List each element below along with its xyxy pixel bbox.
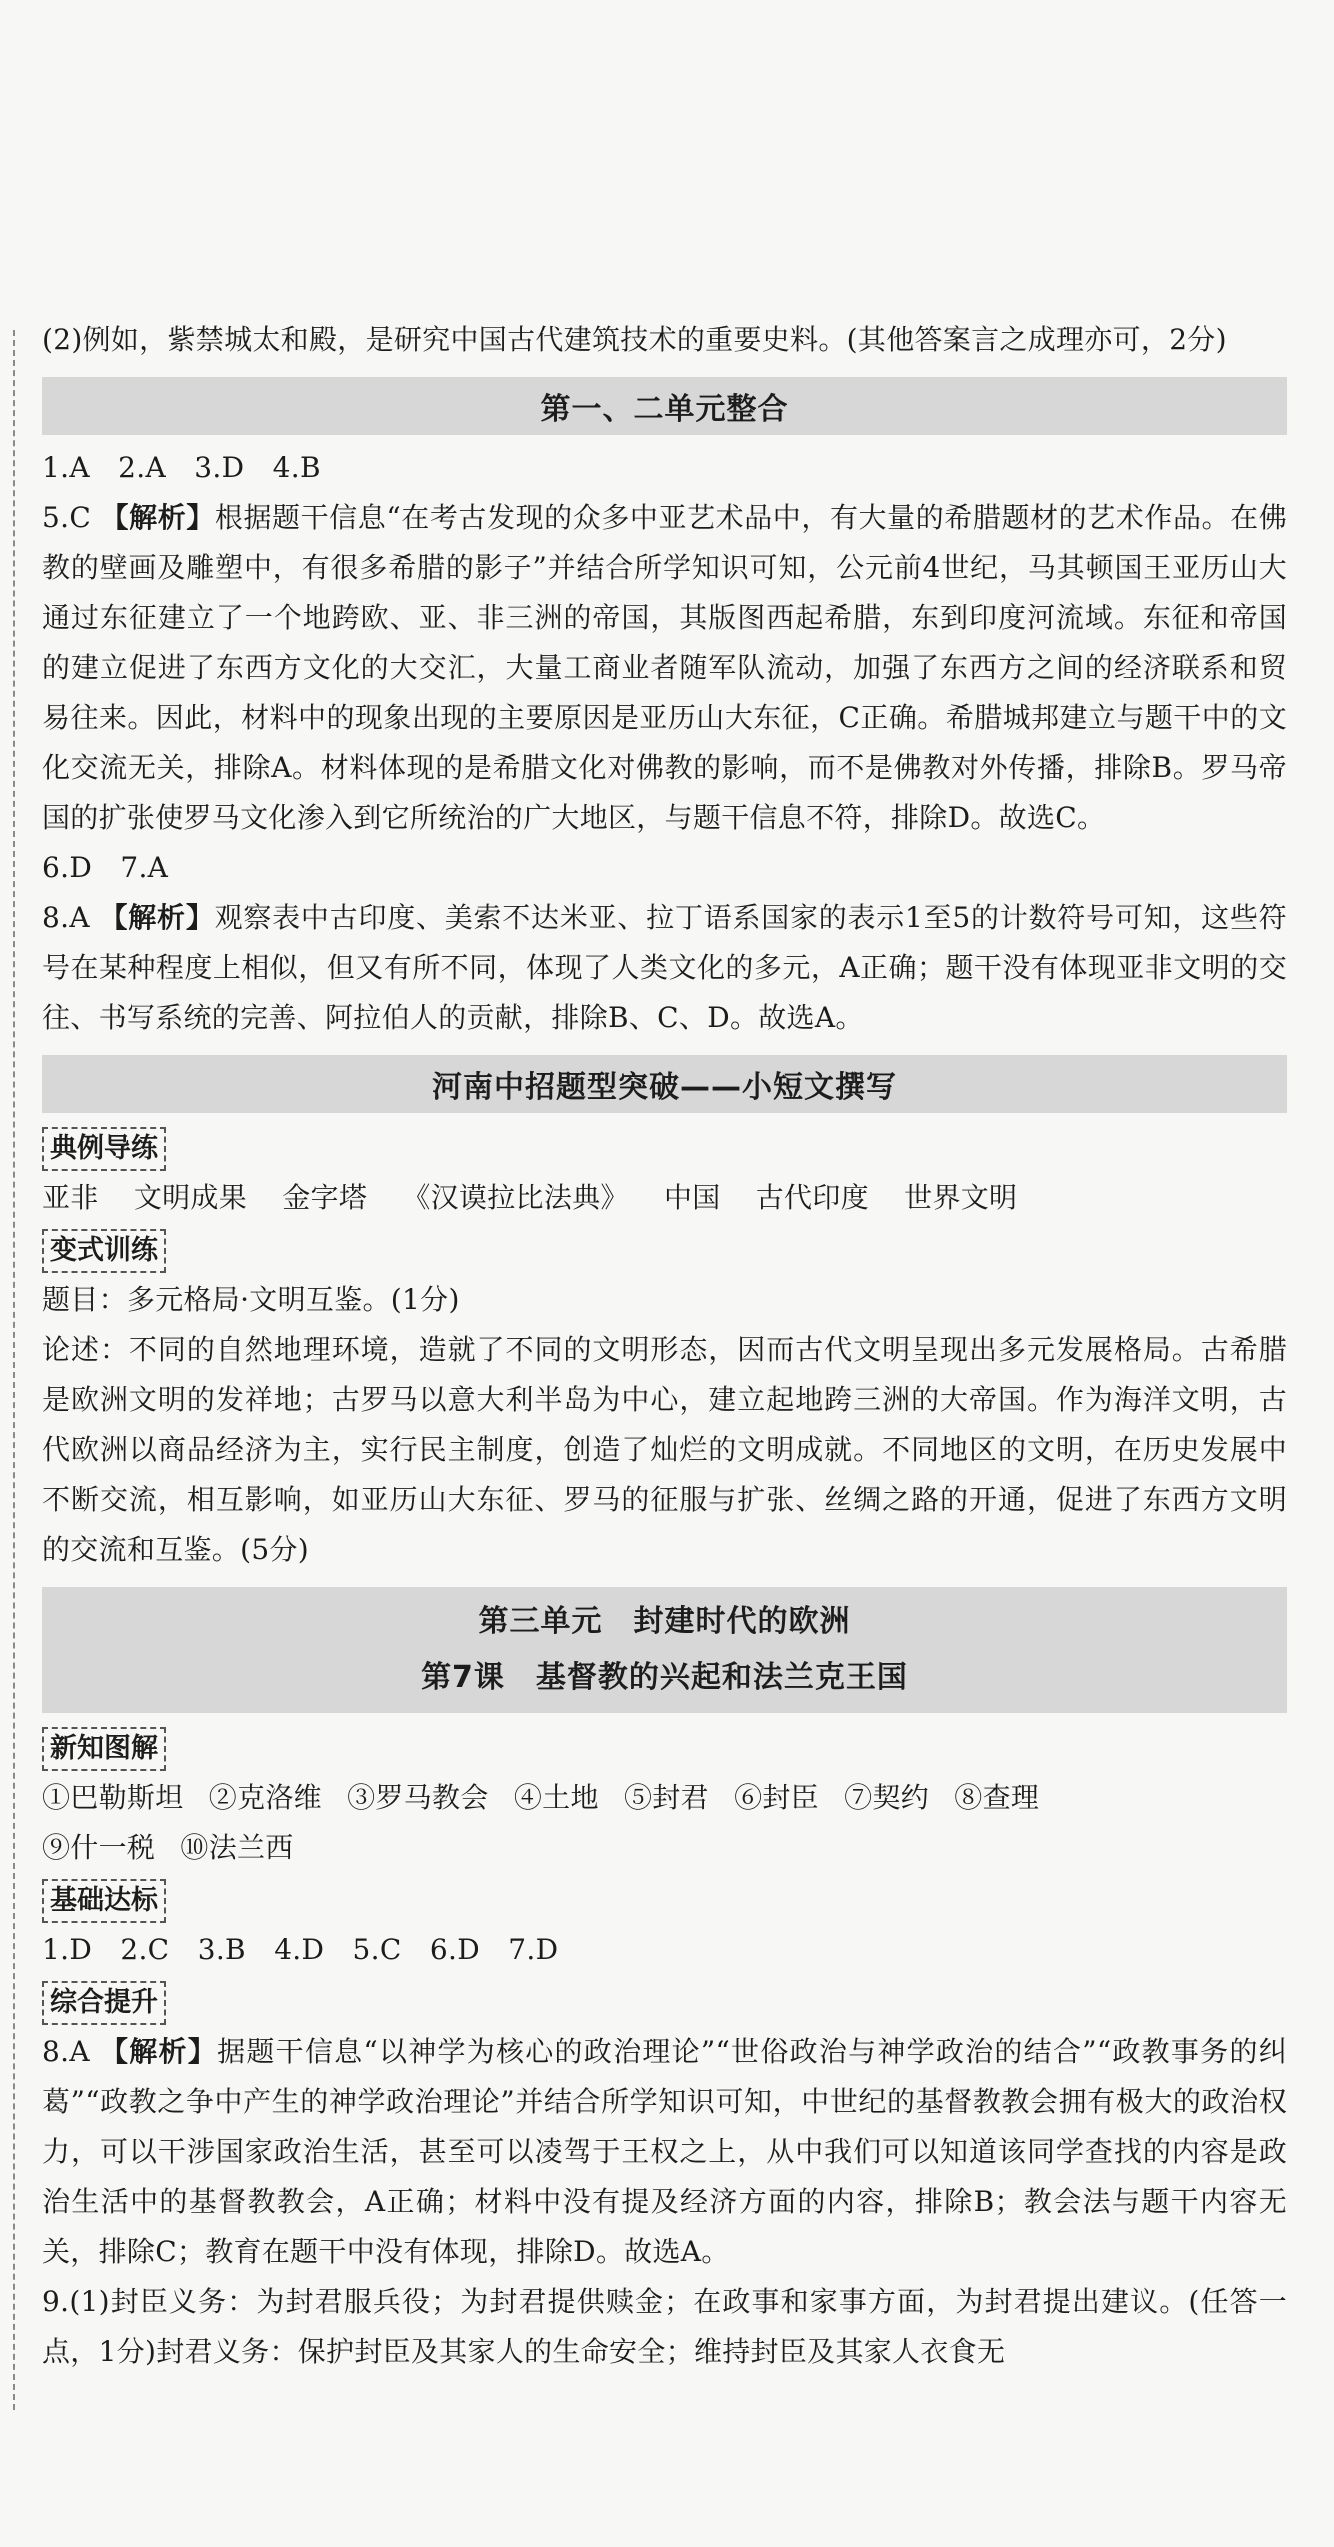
section-header-essay: 河南中招题型突破——小短文撰写 (42, 1055, 1287, 1113)
essay-body: 论述：不同的自然地理环境，造就了不同的文明形态，因而古代文明呈现出多元发展格局。古希腊是欧洲文明的发祥地；古罗马以意大利半岛为中心，建立起地跨三洲的大帝国。作为海洋文明，古代欧洲以商品经济为主，实行民主制度，创造了灿烂的文明成就。不同地区的文明，在历史发展中不断交流，相互影响，如亚历山大东征、罗马的征服与扩张、丝绸之路的开通，促进了东西方文明的交流和互鉴。(5分) (42, 1333, 1287, 1566)
answers-1-4: 1.A 2.A 3.D 4.B (42, 451, 321, 484)
lesson7-q8-explanation (42, 2027, 1287, 2277)
section-header-unit3 (42, 1587, 1287, 1713)
section-header-unit-review: 第一、二单元整合 (42, 377, 1287, 435)
diagram-item: ⑩法兰西 (180, 1831, 294, 1864)
q5-number: 5.C (42, 501, 92, 534)
answers-6-7: 6.D 7.A (42, 851, 169, 884)
diagram-item: ⑨什一税 (42, 1831, 156, 1864)
diagram-item: ⑤封君 (623, 1781, 709, 1814)
diagram-answers (42, 1773, 1287, 1873)
keyword: 亚非 (42, 1181, 99, 1214)
q5-text: 根据题干信息“在考古发现的众多中亚艺术品中，有大量的希腊题材的艺术作品。在佛教的壁画及雕塑中，有很多希腊的影子”并结合所学知识可知，公元前4世纪，马其顿国王亚历山大通过东征建立了一个地跨欧、亚、非三洲的帝国，其版图西起希腊，东到印度河流域。东征和帝国的建立促进了东西方文化的大交汇，大量工商业者随军队流动，加强了东西方之间的经济联系和贸易往来。因此，材料中的现象出现的主要原因是亚历山大东征，C正确。希腊城邦建立与题干中的文化交流无关，排除A。材料体现的是希腊文化对佛教的影响，而不是佛教对外传播，排除B。罗马帝国的扩张使罗马文化渗入到它所统治的广大地区，与题干信息不符，排除D。故选C。 (42, 501, 1287, 834)
unit-title: 第三单元 封建时代的欧洲 (478, 1604, 851, 1639)
diagram-item: ⑦契约 (844, 1781, 930, 1814)
keyword: 《汉谟拉比法典》 (402, 1181, 629, 1214)
keyword: 文明成果 (133, 1181, 248, 1214)
basic-answers: 1.D 2.C 3.B 4.D 5.C 6.D 7.D (42, 1933, 559, 1966)
intro-answer: (2)例如，紫禁城太和殿，是研究中国古代建筑技术的重要史料。(其他答案言之成理亦可，2分) (42, 323, 1227, 356)
answer-page (42, 315, 1287, 2377)
diagram-item: ⑧查理 (954, 1781, 1040, 1814)
tag-variant-training: 变式训练 (42, 1229, 166, 1273)
lesson7-q8-tag: 【解析】 (100, 2035, 218, 2068)
q5-tag: 【解析】 (100, 501, 215, 534)
diagram-item: ①巴勒斯坦 (42, 1781, 184, 1814)
keyword: 金字塔 (282, 1181, 368, 1214)
binding-margin-line (13, 330, 15, 2410)
essay-topic: 题目：多元格局·文明互鉴。(1分) (42, 1283, 460, 1316)
diagram-item: ②克洛维 (208, 1781, 322, 1814)
tag-advanced: 综合提升 (42, 1981, 166, 2025)
q5-explanation (42, 493, 1287, 843)
tag-new-knowledge: 新知图解 (42, 1727, 166, 1771)
diagram-item: ③罗马教会 (347, 1781, 489, 1814)
diagram-item: ⑥封臣 (734, 1781, 819, 1814)
q8-text: 观察表中古印度、美索不达米亚、拉丁语系国家的表示1至5的计数符号可知，这些符号在某种程度上相似，但又有所不同，体现了人类文化的多元，A正确；题干没有体现亚非文明的交往、书写系统的完善、阿拉伯人的贡献，排除B、C、D。故选A。 (42, 901, 1287, 1034)
diagram-item: ④土地 (513, 1781, 599, 1814)
q8-number: 8.A (42, 901, 90, 934)
keyword-row (42, 1173, 1287, 1223)
keyword: 中国 (663, 1181, 721, 1214)
q8-tag: 【解析】 (99, 901, 215, 934)
lesson-title: 第7课 基督教的兴起和法兰克王国 (421, 1660, 908, 1695)
tag-example-guide: 典例导练 (42, 1127, 166, 1171)
q8-explanation (42, 893, 1287, 1043)
lesson7-q8-number: 8.A (42, 2035, 90, 2068)
lesson7-q8-text: 据题干信息“以神学为核心的政治理论”“世俗政治与神学政治的结合”“政教事务的纠葛”“政教之争中产生的神学政治理论”并结合所学知识可知，中世纪的基督教教会拥有极大的政治权力，可以干涉国家政治生活，甚至可以凌驾于王权之上，从中我们可以知道该同学查找的内容是政治生活中的基督教教会，A正确；材料中没有提及经济方面的内容，排除B；教会法与题干内容无关，排除C；教育在题干中没有体现，排除D。故选A。 (42, 2035, 1288, 2268)
keyword: 古代印度 (755, 1181, 869, 1214)
tag-basic: 基础达标 (42, 1879, 166, 1923)
lesson7-q9: 9.(1)封臣义务：为封君服兵役；为封君提供赎金；在政事和家事方面，为封君提出建议。(任答一点，1分)封君义务：保护封臣及其家人的生命安全；维持封臣及其家人衣食无 (42, 2285, 1287, 2368)
keyword: 世界文明 (904, 1181, 1018, 1214)
